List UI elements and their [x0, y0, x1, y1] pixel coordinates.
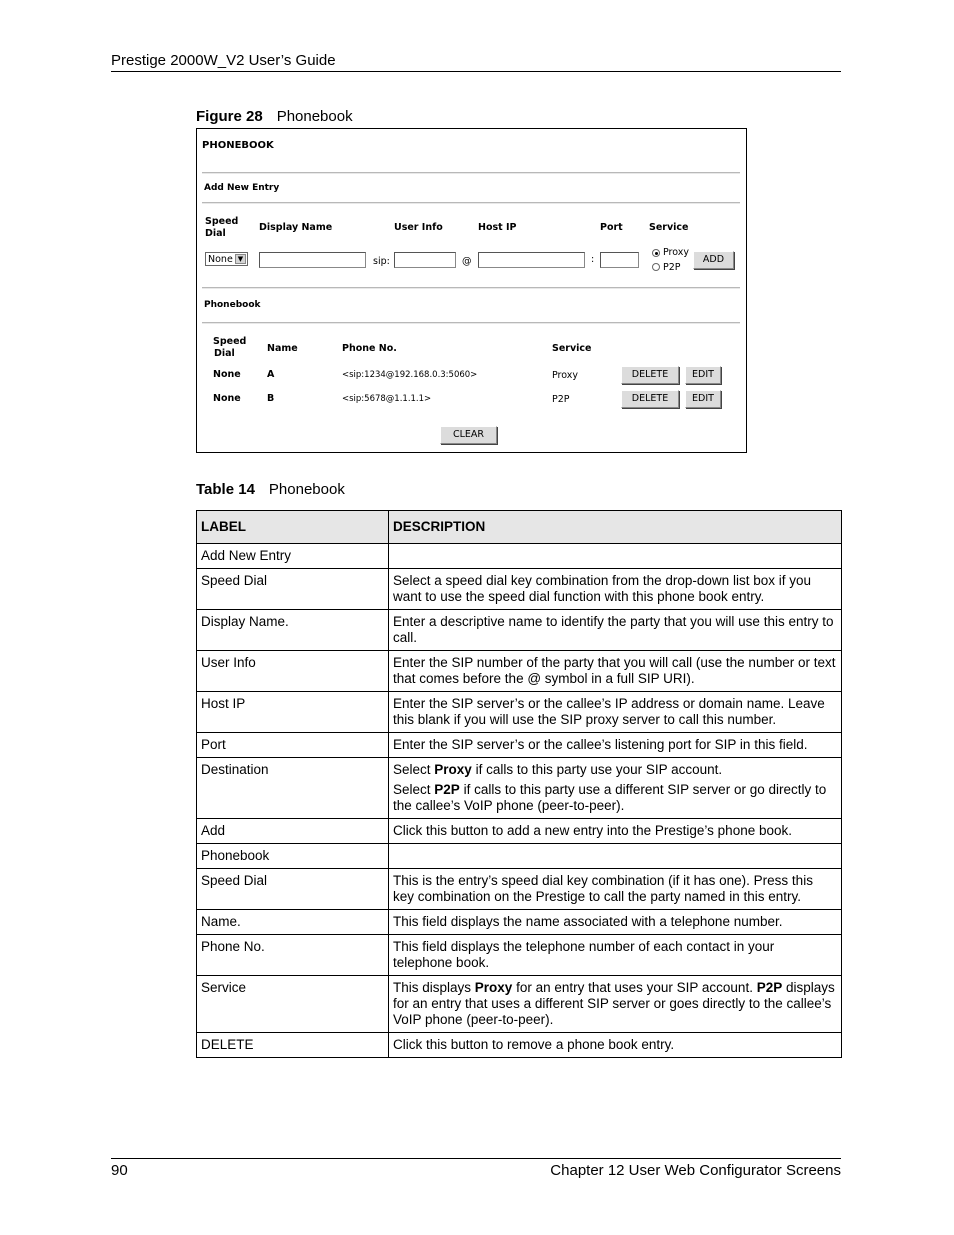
- delete-button[interactable]: DELETE: [621, 366, 679, 384]
- table-header-row: [197, 511, 842, 544]
- service-p2p-label: P2P: [663, 262, 681, 273]
- table-row: Phonebook: [197, 844, 842, 869]
- col-port: Port: [600, 222, 623, 233]
- running-header: Prestige 2000W_V2 User’s Guide: [111, 52, 336, 69]
- description-table: [196, 510, 842, 1058]
- table-row: Destination Select Proxy if calls to this party use your SIP account. Select P2P if calls to this party use a different SIP server or go directly to the callee’s VoIP phone (peer-to-peer).: [197, 758, 842, 819]
- col-service: Service: [649, 222, 689, 233]
- entry-service: P2P: [552, 394, 570, 405]
- figure-label: Figure 28: [196, 108, 263, 125]
- desc-paragraph: Select P2P if calls to this party use a different SIP server or go directly to the callee’s VoIP phone (peer-to-peer).: [393, 782, 827, 813]
- add-entry-heading: Add New Entry: [204, 183, 280, 193]
- table-row: Add New Entry: [197, 544, 842, 569]
- header-rule: [111, 71, 841, 72]
- footer-rule: [111, 1158, 841, 1159]
- table-row: Speed Dial Select a speed dial key combination from the drop-down list box if you want to use the speed dial function with this phone book entry.: [197, 569, 842, 610]
- user-info-input[interactable]: [394, 252, 456, 268]
- chevron-down-icon: ▼: [235, 254, 246, 264]
- entry-speed: None: [213, 369, 241, 380]
- entry-phone: <sip:1234@192.168.0.3:5060>: [342, 370, 478, 380]
- divider: [202, 322, 740, 324]
- col-host-ip: Host IP: [478, 222, 517, 233]
- speed-dial-select[interactable]: None ▼: [205, 252, 248, 266]
- entry-name: A: [267, 369, 275, 380]
- chapter-title: Chapter 12 User Web Configurator Screens: [550, 1162, 841, 1179]
- desc-paragraph: Select Proxy if calls to this party use your SIP account.: [393, 762, 723, 777]
- header-description: DESCRIPTION: [389, 511, 842, 544]
- phonebook-heading: Phonebook: [204, 300, 261, 310]
- service-proxy-radio[interactable]: [652, 249, 660, 257]
- table-row: Speed Dial This is the entry’s speed dial key combination (if it has one). Press this key combination on the Prestige to call the party named in this entry.: [197, 869, 842, 910]
- table-row: Host IP Enter the SIP server’s or the callee’s IP address or domain name. Leave this blank if you will use the SIP proxy server to call this number.: [197, 692, 842, 733]
- table-row: User Info Enter the SIP number of the party that you will call (use the number or text that comes before the @ symbol in a full SIP URI).: [197, 651, 842, 692]
- divider: [202, 202, 740, 204]
- col-service: Service: [552, 343, 592, 354]
- entry-speed: None: [213, 393, 241, 404]
- col-speed-dial: Speed Dial: [205, 216, 239, 239]
- figure-title: Phonebook: [276, 108, 353, 125]
- page-number: 90: [111, 1162, 128, 1179]
- table-row: Service This displays Proxy for an entry that uses your SIP account. P2P displays for an entry that uses a different SIP server or goes directly to the callee’s VoIP phone (peer-to-peer).: [197, 976, 842, 1033]
- table-row: Display Name. Enter a descriptive name to identify the party that you will use this entry to call.: [197, 610, 842, 651]
- port-colon: :: [591, 254, 595, 265]
- screen-title: PHONEBOOK: [202, 140, 274, 151]
- col-display-name: Display Name: [259, 222, 333, 233]
- table-row: Name. This field displays the name associated with a telephone number.: [197, 910, 842, 935]
- service-p2p-radio[interactable]: [652, 263, 660, 271]
- entry-phone: <sip:5678@1.1.1.1>: [342, 394, 432, 404]
- header-label: LABEL: [197, 511, 389, 544]
- col-phone: Phone No.: [342, 343, 397, 354]
- col-name: Name: [267, 343, 298, 354]
- figure-caption: [196, 108, 353, 125]
- table-row: Add Click this button to add a new entry into the Prestige’s phone book.: [197, 819, 842, 844]
- add-button[interactable]: ADD: [693, 251, 734, 269]
- at-symbol: @: [462, 256, 472, 267]
- sip-prefix: sip:: [373, 256, 390, 267]
- divider: [202, 287, 740, 289]
- port-input[interactable]: [600, 252, 639, 268]
- edit-button[interactable]: EDIT: [685, 390, 721, 408]
- host-ip-input[interactable]: [478, 252, 585, 268]
- edit-button[interactable]: EDIT: [685, 366, 721, 384]
- divider: [202, 172, 740, 174]
- service-proxy-label: Proxy: [663, 247, 690, 258]
- table-row: DELETE Click this button to remove a phone book entry.: [197, 1033, 842, 1058]
- table-row: Port Enter the SIP server’s or the callee’s listening port for SIP in this field.: [197, 733, 842, 758]
- table-title: Phonebook: [268, 481, 345, 498]
- entry-service: Proxy: [552, 370, 579, 381]
- table-caption: [196, 481, 345, 498]
- phonebook-screenshot: [196, 128, 747, 453]
- display-name-input[interactable]: [259, 252, 366, 268]
- col-user-info: User Info: [394, 222, 443, 233]
- clear-button[interactable]: CLEAR: [440, 426, 497, 444]
- table-row: Phone No. This field displays the telephone number of each contact in your telephone book.: [197, 935, 842, 976]
- table-label: Table 14: [196, 481, 255, 498]
- entry-name: B: [267, 393, 275, 404]
- delete-button[interactable]: DELETE: [621, 390, 679, 408]
- col-speed-dial: Speed Dial: [213, 336, 247, 359]
